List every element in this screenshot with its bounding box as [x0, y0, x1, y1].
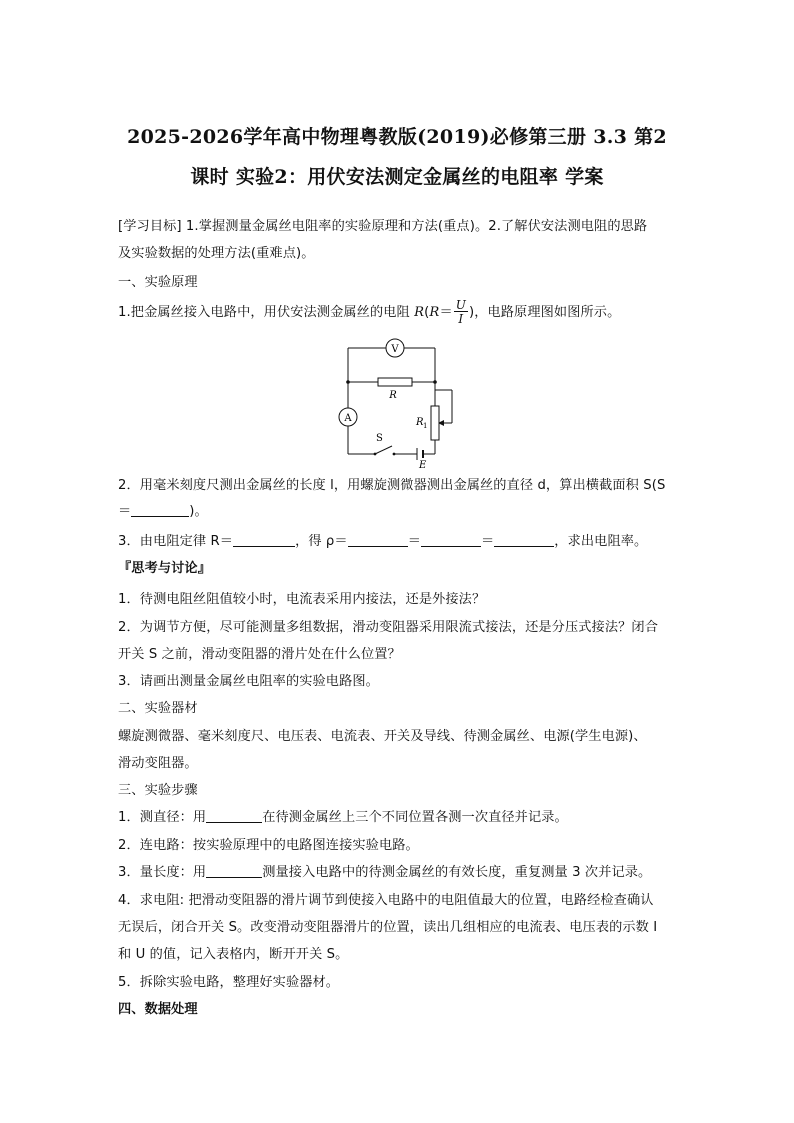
resistance-symbol: R [414, 305, 425, 320]
ammeter-label: A [344, 413, 352, 424]
discussion-question-1: 1．待测电阻丝阻值较小时，电流表采用内接法，还是外接法？ [118, 592, 486, 607]
source-label: E [419, 460, 427, 468]
discussion-question-2-line-1: 2．为调节方便，尽可能测量多组数据，滑动变阻器采用限流式接法，还是分压式接法？闭合 [118, 620, 658, 635]
step-3 [118, 861, 651, 880]
principle-p1-text: 1.把金属丝接入电路中，用伏安法测金属丝的电阻 [118, 305, 415, 320]
principle-p1-tail: )，电路原理图如图所示。 [468, 305, 621, 320]
length-tool-blank[interactable] [206, 864, 262, 878]
learning-objectives-line-2: 及实验数据的处理方法(重难点)。 [118, 246, 315, 261]
ohm-fraction [454, 299, 468, 325]
discussion-question-3: 3．请画出测量金属丝电阻率的实验电路图。 [118, 674, 379, 689]
document-title-line-2: 课时 实验2：用伏安法测定金属丝的电阻率 学案 [190, 166, 604, 188]
step-4-line-3: 和 U 的值，记入表格内，断开开关 S。 [118, 947, 349, 962]
resistance-formula-blank[interactable] [233, 533, 295, 547]
step-1-pre: 1．测直径：用 [118, 810, 207, 825]
learning-objectives-line-1: [学习目标] 1.掌握测量金属丝电阻率的实验原理和方法(重点)。2.了解伏安法测电阻的思路 [118, 219, 648, 234]
equipment-line-1: 螺旋测微器、毫米刻度尺、电压表、电流表、开关及导线、待测金属丝、电源(学生电源)、 [118, 729, 647, 744]
step-5: 5．拆除实验电路，整理好实验器材。 [118, 975, 340, 990]
diameter-tool-blank[interactable] [206, 809, 262, 823]
circuit-diagram [330, 338, 470, 468]
switch-label: S [376, 433, 383, 444]
section-heading-principle: 一、实验原理 [118, 275, 198, 290]
resistivity-blank-2[interactable] [421, 533, 481, 547]
step-4-line-2: 无误后，闭合开关 S。改变滑动变阻器滑片的位置，读出几组相应的电流表、电压表的示数 I [118, 920, 658, 935]
section-heading-equipment: 二、实验器材 [118, 701, 198, 716]
resistor-icon [378, 378, 412, 386]
principle-paragraph-1 [118, 298, 620, 328]
discussion-heading: 『思考与讨论』 [118, 561, 212, 576]
resistivity-blank-3[interactable] [494, 533, 554, 547]
principle-paragraph-2-line-2 [118, 500, 208, 519]
resistance-symbol-2: R [429, 305, 440, 320]
document-title-line-1: 2025-2026学年高中物理粤教版(2019)必修第三册 3.3 第2 [127, 126, 667, 148]
principle-paragraph-2-line-1: 2．用毫米刻度尺测出金属丝的长度 l，用螺旋测微器测出金属丝的直径 d，算出横截面积 S(S [118, 478, 666, 493]
area-equals: ＝ [118, 504, 132, 519]
step-1 [118, 806, 568, 825]
equipment-line-2: 滑动变阻器。 [118, 756, 198, 771]
rheostat-subscript: 1 [423, 422, 428, 430]
discussion-question-2-line-2: 开关 S 之前，滑动变阻器的滑片处在什么位置？ [118, 647, 401, 662]
step-1-post: 在待测金属丝上三个不同位置各测一次直径并记录。 [262, 810, 568, 825]
fraction-numerator: U [455, 298, 466, 312]
section-heading-steps: 三、实验步骤 [118, 783, 198, 798]
fraction-denominator: I [458, 312, 464, 326]
principle-paragraph-3 [118, 530, 647, 549]
area-close: )。 [189, 504, 208, 519]
law-text-pre: 3．由电阻定律 R＝ [118, 534, 234, 549]
law-text-post: ，求出电阻率。 [554, 534, 648, 549]
rheostat-label: R [416, 417, 424, 428]
voltmeter-label: V [391, 344, 399, 355]
equals-sign: ＝ [439, 305, 453, 320]
open-paren: ( [424, 305, 430, 320]
resistor-label: R [389, 390, 397, 401]
rheostat-icon [431, 406, 439, 440]
step-4-line-1: 4．求电阻: 把滑动变阻器的滑片调节到使接入电路中的电阻值最大的位置，电路经检查确认 [118, 893, 654, 908]
law-eq-2: ＝ [481, 534, 495, 549]
area-formula-blank[interactable] [131, 503, 189, 517]
law-text-mid: ，得 ρ＝ [295, 534, 348, 549]
step-3-post: 测量接入电路中的待测金属丝的有效长度，重复测量 3 次并记录。 [262, 865, 652, 880]
section-heading-data-processing: 四、数据处理 [118, 1002, 198, 1017]
law-eq-1: ＝ [407, 534, 421, 549]
resistivity-blank-1[interactable] [348, 533, 408, 547]
step-3-pre: 3．量长度：用 [118, 865, 207, 880]
step-2: 2．连电路：按实验原理中的电路图连接实验电路。 [118, 838, 419, 853]
